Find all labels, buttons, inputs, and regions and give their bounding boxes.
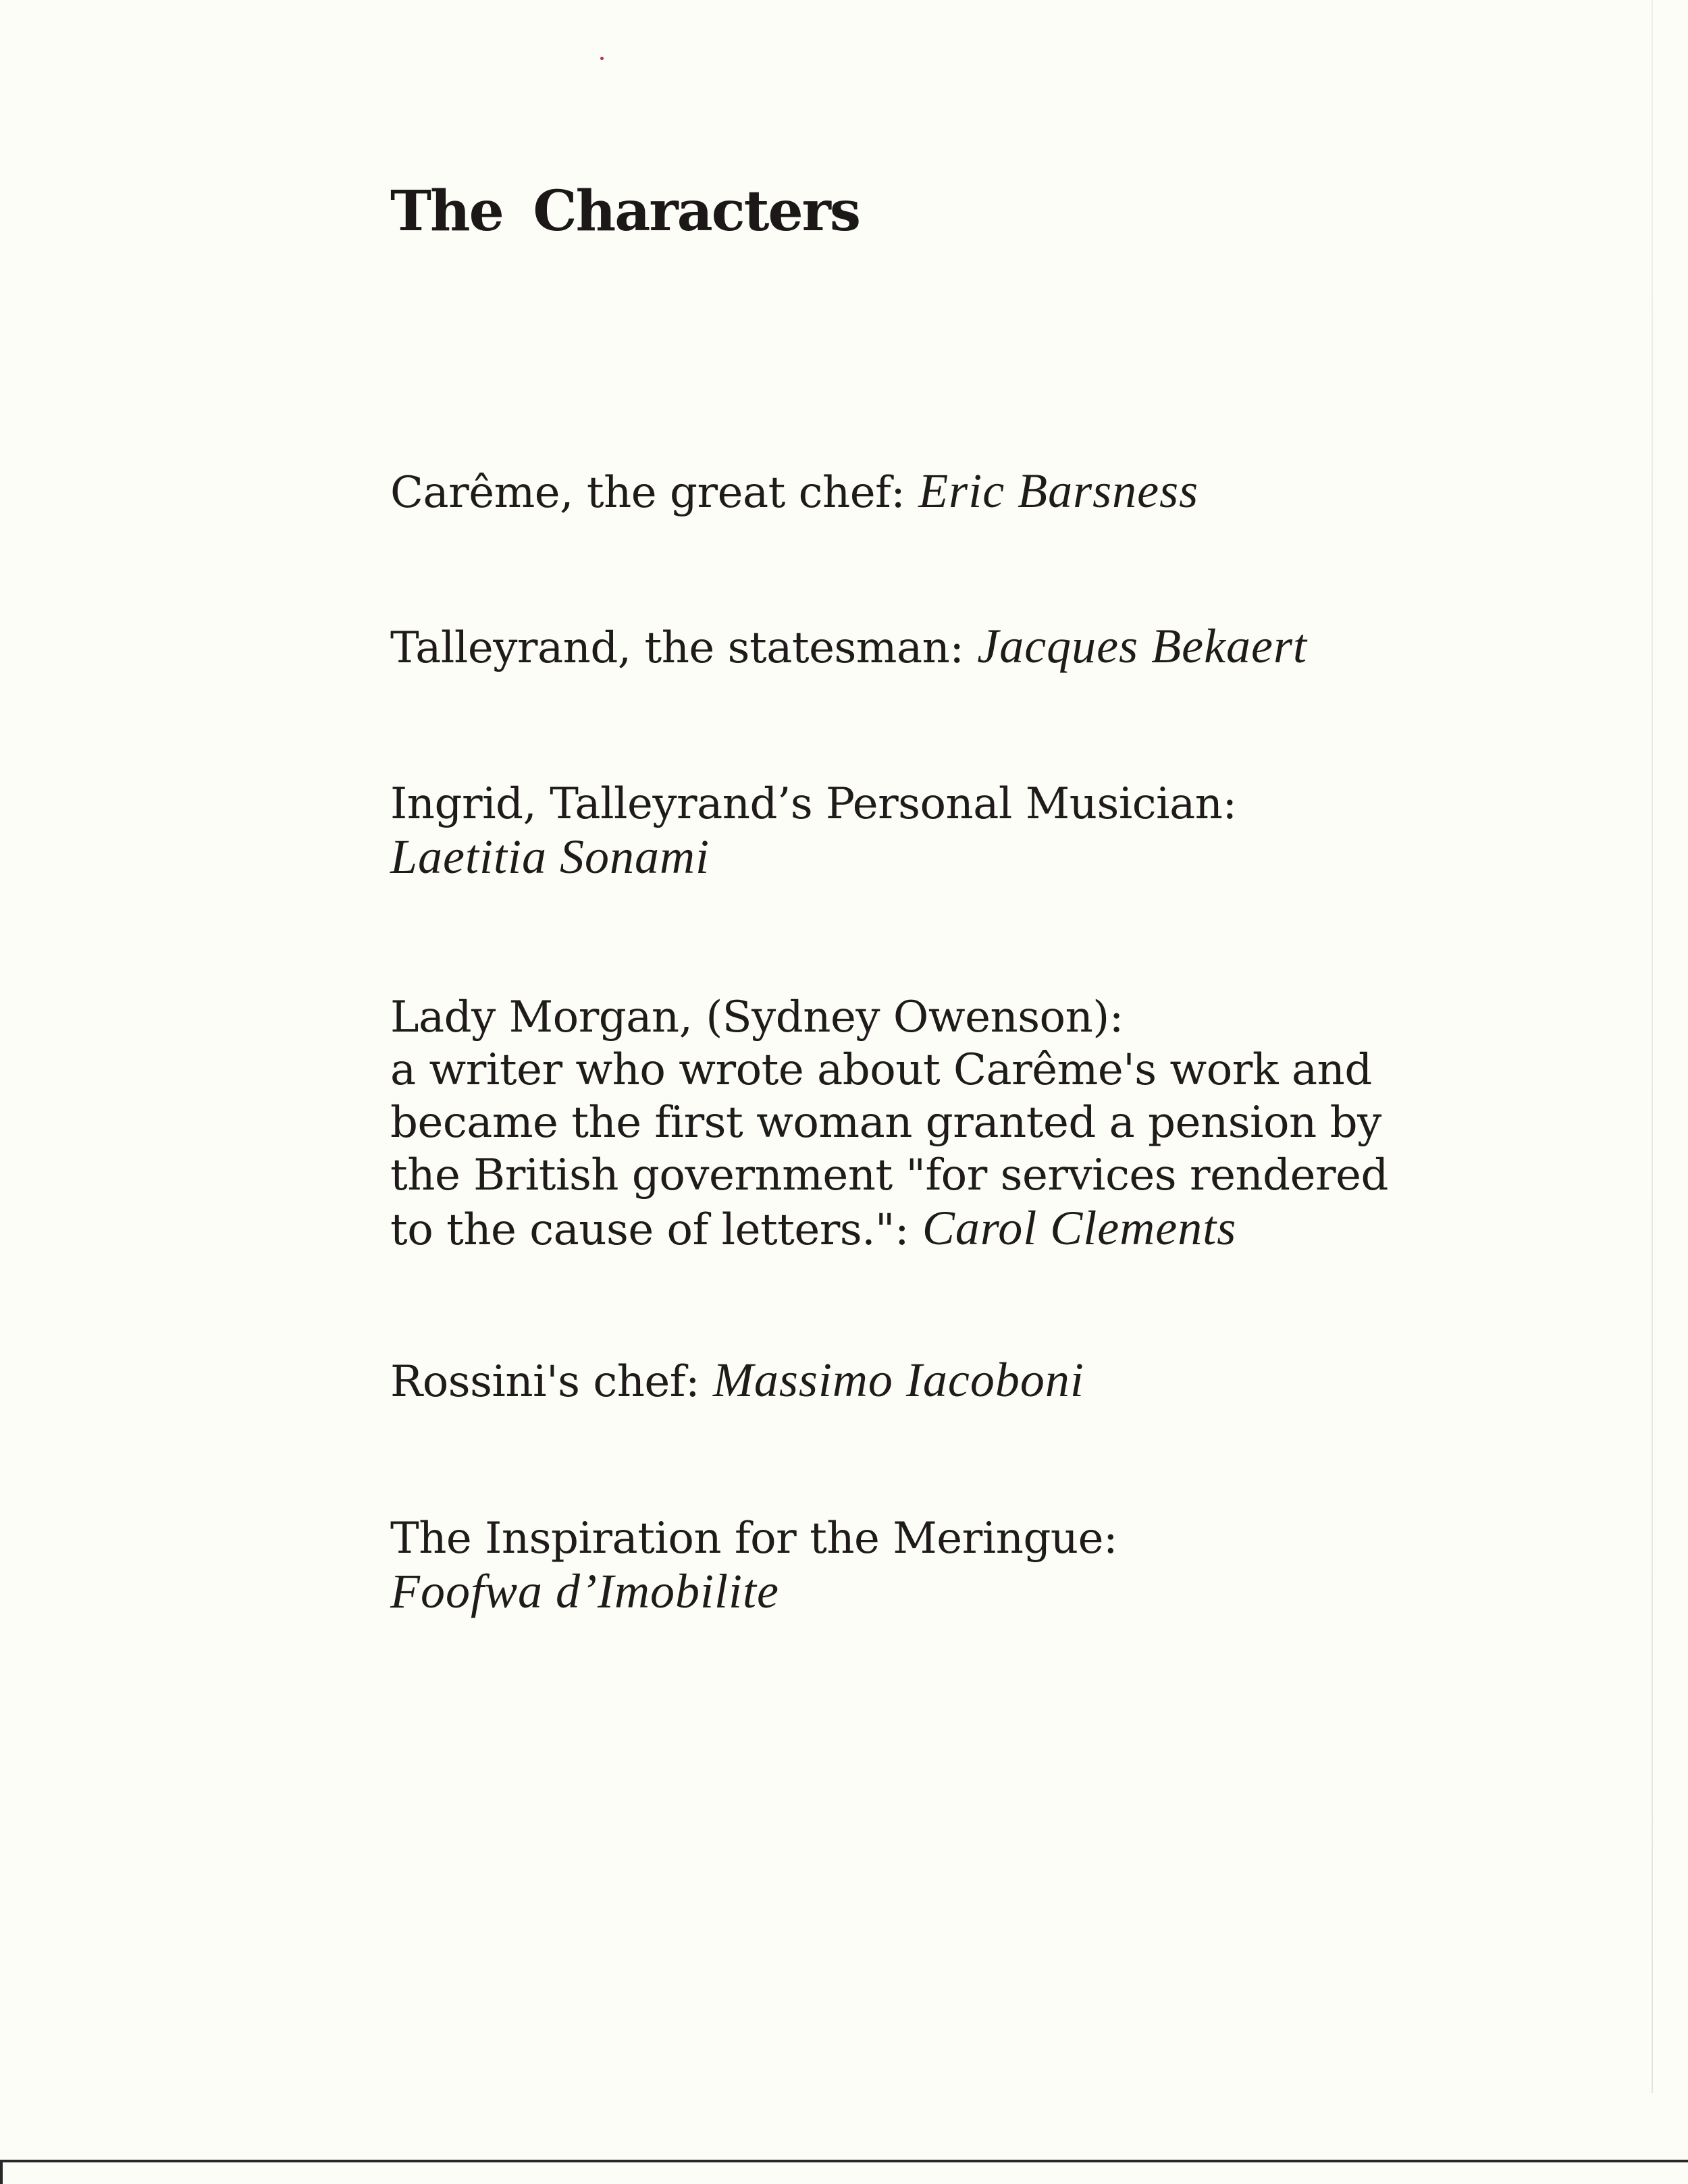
- page-edge-shadow: [1652, 0, 1653, 2093]
- role-description: The Inspiration for the Meringue:: [390, 1514, 1118, 1564]
- role-description: Ingrid, Talleyrand’s Personal Musician:: [390, 779, 1237, 829]
- page-title: The Characters: [390, 179, 860, 244]
- character-entry-careme: [390, 464, 1198, 519]
- character-entry-talleyrand: [390, 620, 1307, 674]
- actor-name: Foofwa d’Imobilite: [390, 1564, 779, 1618]
- character-entry-rossini-chef: [390, 1354, 1084, 1408]
- ink-speck: [600, 57, 604, 60]
- role-description: Carême, the great chef:: [390, 468, 919, 518]
- role-description-line-1: Lady Morgan, (Sydney Owenson):: [390, 992, 1124, 1042]
- role-description-line-2: a writer who wrote about Carême's work and: [390, 1045, 1372, 1095]
- role-description-line-5: to the cause of letters.":: [390, 1205, 922, 1255]
- actor-name: Eric Barsness: [918, 464, 1199, 518]
- scan-bottom-border: [0, 2160, 1688, 2162]
- character-entry-lady-morgan: [390, 991, 1388, 1256]
- character-entry-meringue-inspiration: [390, 1512, 1117, 1620]
- actor-name: Laetitia Sonami: [390, 830, 710, 884]
- character-entry-ingrid: [390, 778, 1237, 885]
- actor-name: Carol Clements: [922, 1201, 1237, 1255]
- role-description-line-3: became the first woman granted a pension by: [390, 1098, 1381, 1148]
- role-description: Talleyrand, the statesman:: [390, 623, 978, 673]
- role-description-line-4: the British government "for services rendered: [390, 1150, 1388, 1200]
- actor-name: Jacques Bekaert: [977, 619, 1308, 673]
- actor-name: Massimo Iacoboni: [712, 1353, 1084, 1407]
- scan-corner-border: [0, 2160, 3, 2184]
- role-description: Rossini's chef:: [390, 1357, 713, 1407]
